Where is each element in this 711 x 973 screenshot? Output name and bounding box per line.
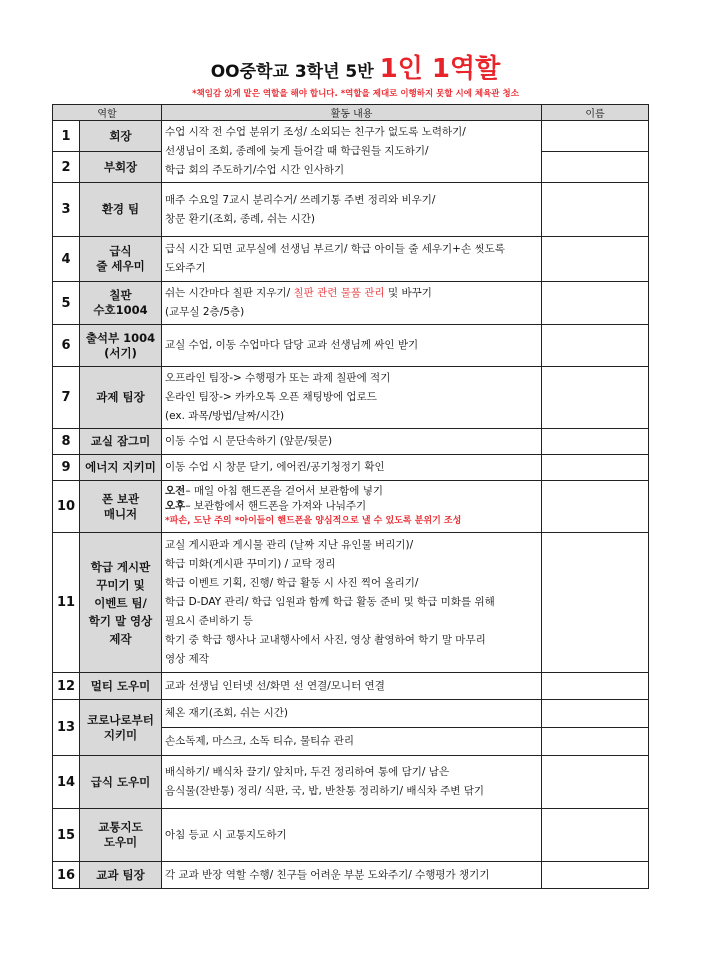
row-number: 16 — [53, 862, 80, 889]
activity-line: 필요시 준비하기 등 — [165, 615, 253, 627]
activity-cell: 교실 수업, 이동 수업마다 담당 교과 선생님께 싸인 받기 — [162, 325, 542, 367]
name-cell[interactable] — [542, 367, 649, 429]
name-cell[interactable] — [542, 533, 649, 673]
role-label-line: 수호1004 — [93, 303, 148, 317]
title-accent: 1인 1역할 — [379, 54, 501, 84]
activity-line: 영상 제작 — [165, 653, 209, 665]
name-cell[interactable] — [542, 673, 649, 700]
name-cell[interactable] — [542, 728, 649, 756]
name-cell[interactable] — [542, 325, 649, 367]
activity-cell — [162, 183, 542, 237]
header-name: 이름 — [542, 105, 649, 121]
table-row — [53, 367, 649, 429]
activity-line: 오프라인 팀장-> 수행평가 또는 과제 칠판에 적기 — [165, 372, 391, 384]
activity-line — [165, 484, 538, 499]
activity-line: 음식물(잔반통) 정리/ 식판, 국, 밥, 반찬통 정리하기/ 배식차 주변 닦기 — [165, 785, 485, 797]
role-label — [80, 282, 162, 325]
table-row — [53, 533, 649, 673]
activity-line: 학급 미화(게시판 꾸미기) / 교탁 정리 — [165, 558, 336, 570]
row-number: 14 — [53, 756, 80, 809]
activity-line: 학급 D-DAY 관리/ 학급 임원과 함께 학급 활동 준비 및 학급 미화를 위해 — [165, 596, 495, 608]
table-row — [53, 121, 649, 152]
name-cell[interactable] — [542, 183, 649, 237]
role-label — [80, 809, 162, 862]
role-label: 회장 — [80, 121, 162, 152]
role-label-line: 코로나로부터 — [87, 712, 154, 727]
role-label-line: 제작 — [109, 631, 132, 646]
activity-text: – 매일 아침 핸드폰을 걷어서 보관함에 넣기 — [185, 485, 384, 497]
role-label-line: 칠판 — [109, 288, 132, 302]
activity-emphasis: 오후 — [165, 500, 186, 512]
table-row — [53, 237, 649, 282]
name-cell[interactable] — [542, 481, 649, 533]
title-main: OO중학교 3학년 5반 — [210, 62, 374, 82]
activity-emphasis: 오전 — [165, 485, 186, 497]
header-role: 역할 — [53, 105, 162, 121]
role-label: 에너지 지키미 — [80, 455, 162, 481]
activity-cell: 교과 선생님 인터넷 선/화면 선 연결/모니터 연결 — [162, 673, 542, 700]
activity-cell — [162, 237, 542, 282]
row-number: 5 — [53, 282, 80, 325]
role-label: 급식 도우미 — [80, 756, 162, 809]
table-row — [53, 455, 649, 481]
role-label: 환경 팀 — [80, 183, 162, 237]
table-row — [53, 756, 649, 809]
row-number: 13 — [53, 700, 80, 756]
table-row — [53, 429, 649, 455]
row-number: 3 — [53, 183, 80, 237]
role-label-line: 출석부 1004 — [85, 330, 156, 345]
role-table — [52, 104, 649, 889]
table-row — [53, 481, 649, 533]
activity-cell: 손소독제, 마스크, 소독 티슈, 물티슈 관리 — [162, 728, 542, 756]
name-cell[interactable] — [542, 700, 649, 728]
table-row — [53, 673, 649, 700]
table-row — [53, 700, 649, 728]
activity-line — [165, 284, 538, 303]
role-label-line: (서기) — [104, 345, 137, 360]
activity-line: 온라인 팀장-> 카카오톡 오픈 채팅방에 업로드 — [165, 391, 377, 403]
name-cell[interactable] — [542, 756, 649, 809]
activity-line: 선생님이 조회, 종례에 늦게 들어갈 때 학급원들 지도하기/ — [165, 145, 429, 157]
activity-line: 학급 회의 주도하기/수업 시간 인사하기 — [165, 164, 345, 176]
header-content: 활동 내용 — [162, 105, 542, 121]
role-label: 부회장 — [80, 152, 162, 183]
name-cell[interactable] — [542, 237, 649, 282]
activity-line: 수업 시작 전 수업 분위기 조성/ 소외되는 친구가 없도록 노력하기/ — [165, 126, 466, 138]
activity-line: (ex. 과목/방법/날짜/시간) — [165, 410, 285, 422]
row-number: 6 — [53, 325, 80, 367]
role-label: 과제 팀장 — [80, 367, 162, 429]
role-label — [80, 700, 162, 756]
role-label-line: 도우미 — [103, 835, 138, 849]
row-number: 12 — [53, 673, 80, 700]
activity-line: 매주 수요일 7교시 분리수거/ 쓰레기통 주변 정리와 비우기/ — [165, 193, 436, 206]
row-number: 7 — [53, 367, 80, 429]
activity-line: 급식 시간 되면 교무실에 선생님 부르기/ 학급 아이들 줄 세우기+손 씻도록 — [165, 243, 505, 255]
role-label — [80, 237, 162, 282]
activity-cell — [162, 367, 542, 429]
role-label-line: 매니저 — [103, 506, 138, 521]
role-label-line: 급식 — [109, 244, 132, 258]
role-label-line: 교통지도 — [98, 820, 143, 834]
activity-cell: 이동 수업 시 문단속하기 (앞문/뒷문) — [162, 429, 542, 455]
activity-cell — [162, 481, 542, 533]
activity-cell: 각 교과 반장 역할 수행/ 친구들 어려운 부분 도와주기/ 수행평가 챙기기 — [162, 862, 542, 889]
role-label-line: 폰 보관 — [101, 491, 140, 506]
name-cell[interactable] — [542, 429, 649, 455]
role-label-line: 이벤트 팀/ — [94, 595, 147, 610]
row-number: 11 — [53, 533, 80, 673]
table-header-row — [53, 105, 649, 121]
activity-line: 도와주기 — [165, 262, 206, 274]
activity-line — [165, 499, 538, 514]
activity-line: 학기 중 학급 행사나 교내행사에서 사진, 영상 촬영하여 학기 말 마무리 — [165, 634, 486, 646]
subtitle-note: *책임감 있게 맡은 역할을 해야 합니다. *역할을 제대로 이행하지 못할 시에 체육관 청소 — [192, 89, 519, 99]
activity-text: – 보관함에서 핸드폰을 가져와 나눠주기 — [185, 500, 367, 512]
row-number: 1 — [53, 121, 80, 152]
role-label — [80, 481, 162, 533]
table-row — [53, 325, 649, 367]
page-title — [0, 48, 711, 85]
row-number: 10 — [53, 481, 80, 533]
activity-cell: 체온 재기(조회, 쉬는 시간) — [162, 700, 542, 728]
role-label: 멀티 도우미 — [80, 673, 162, 700]
role-label — [80, 325, 162, 367]
name-cell[interactable] — [542, 862, 649, 889]
activity-cell — [162, 756, 542, 809]
role-label-line: 학급 게시판 — [90, 559, 151, 574]
name-cell[interactable] — [542, 121, 649, 152]
table-row — [53, 282, 649, 325]
role-label-line: 지키미 — [103, 727, 138, 742]
role-label: 교과 팀장 — [80, 862, 162, 889]
name-cell[interactable] — [542, 809, 649, 862]
warning-note: *파손, 도난 주의 *아이들이 핸드폰을 양심적으로 낼 수 있도록 분위기 조성 — [165, 516, 462, 526]
name-cell[interactable] — [542, 455, 649, 481]
role-label — [80, 533, 162, 673]
row-number: 15 — [53, 809, 80, 862]
role-label-line: 꾸미기 및 — [96, 577, 145, 592]
row-number: 9 — [53, 455, 80, 481]
highlight-text: 칠판 관련 물품 관리 — [293, 287, 385, 299]
table-row — [53, 809, 649, 862]
name-cell[interactable] — [542, 152, 649, 183]
activity-cell — [162, 121, 542, 183]
activity-text: 쉬는 시간마다 칠판 지우기/ — [165, 287, 294, 299]
table-row — [53, 183, 649, 237]
activity-line: 창문 환기(조회, 종례, 쉬는 시간) — [165, 212, 315, 225]
row-number: 4 — [53, 237, 80, 282]
row-number: 2 — [53, 152, 80, 183]
role-label: 교실 잠그미 — [80, 429, 162, 455]
activity-line: (교무실 2층/5층) — [165, 306, 245, 318]
activity-line: 학급 이벤트 기획, 진행/ 학급 활동 시 사진 찍어 올리기/ — [165, 577, 419, 589]
activity-line: 교실 게시판과 게시물 관리 (날짜 지난 유인물 버리기)/ — [165, 539, 414, 551]
activity-cell — [162, 282, 542, 325]
name-cell[interactable] — [542, 282, 649, 325]
activity-cell — [162, 533, 542, 673]
activity-cell: 아침 등교 시 교통지도하기 — [162, 809, 542, 862]
activity-cell: 이동 수업 시 창문 닫기, 에어컨/공기청정기 확인 — [162, 455, 542, 481]
table-row — [53, 862, 649, 889]
activity-line: 배식하기/ 배식차 끌기/ 앞치마, 두건 정리하여 통에 담기/ 남은 — [165, 766, 450, 778]
role-label-line: 학기 말 영상 — [88, 613, 153, 628]
activity-text: 및 바꾸기 — [384, 287, 432, 299]
row-number: 8 — [53, 429, 80, 455]
role-label-line: 줄 세우미 — [96, 259, 145, 273]
